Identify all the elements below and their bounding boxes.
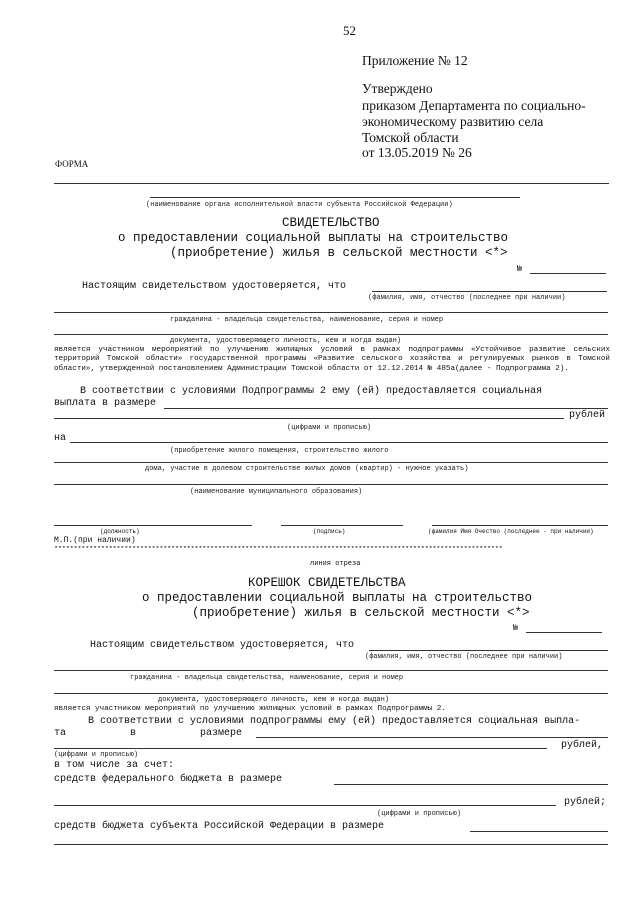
purpose-caption-1: (приобретение жилого помещения, строительство жилого	[170, 447, 389, 455]
stub-regional-field-2[interactable]	[54, 844, 608, 845]
amount-caption: (цифрами и прописью)	[287, 424, 372, 432]
stub-title: КОРЕШОК СВИДЕТЕЛЬСТВА	[248, 576, 406, 590]
stub-subtitle-2: (приобретение) жилья в сельской местности <*>	[192, 606, 530, 620]
certifies-label: Настоящим свидетельством удостоверяется, что	[82, 281, 347, 292]
stub-fio-field[interactable]	[369, 650, 608, 651]
stub-rubles-label-2: рублей;	[564, 797, 607, 808]
stub-citizen-field[interactable]	[54, 670, 608, 671]
purpose-field[interactable]	[70, 442, 608, 443]
signer-name-caption: (фамилия Имя Очество (последнее - при наличии)	[428, 528, 594, 535]
cut-line-label: линия отреза	[310, 560, 361, 568]
authority-caption: (наименование органа исполнительной власти субъекта Российской Федерации)	[146, 201, 453, 209]
stub-citizen-caption: гражданина - владельца свидетельства, наименование, серия и номер	[130, 674, 404, 682]
stub-amount-field[interactable]	[256, 737, 608, 738]
stub-according-ta: та	[54, 728, 67, 739]
fio-field[interactable]	[372, 291, 607, 292]
stub-federal-field[interactable]	[334, 784, 608, 785]
authority-line	[54, 183, 609, 184]
municipality-field[interactable]	[54, 484, 608, 485]
stub-amount-caption-2: (цифрами и прописью)	[377, 810, 462, 818]
purpose-field-2[interactable]	[54, 462, 608, 463]
stub-including-label: в том числе за счет:	[54, 760, 175, 771]
stub-federal-field-2[interactable]	[54, 805, 556, 806]
stamp-label: М.П.(при наличии)	[54, 536, 136, 545]
stub-participant-text: является участником мероприятий по улучшению жилищных условий в рамках Подпрограммы 2.	[54, 705, 446, 713]
document-field[interactable]	[54, 334, 608, 335]
order-date: от 13.05.2019 № 26	[362, 145, 472, 160]
stub-according-size: размере	[200, 728, 243, 739]
authority-line-2	[150, 197, 520, 198]
order-line-2: экономическому развитию села	[362, 114, 544, 129]
participant-text: является участником мероприятий по улучшению жилищных условий в рамках подпрограммы «Устойчивое развитие сельских территорий Томской области» государственной программы «Развитие сельского хозяйства и регулируемых рынков в Томской области», утвержденной постановлением Администрации Томской области от 12.12.2014 № 485а(далее - Подпрограмма 2).	[54, 346, 610, 373]
municipality-caption: (наименование муниципального образования)	[190, 488, 363, 496]
position-field[interactable]	[54, 525, 252, 526]
citizen-field[interactable]	[54, 312, 608, 313]
stub-document-caption: документа, удостоверяющего личность, кем и когда выдан)	[158, 696, 390, 704]
signature-field[interactable]	[281, 525, 403, 526]
order-line-3: Томской области	[362, 130, 459, 145]
stub-certifies-label: Настоящим свидетельством удостоверяется, что	[90, 640, 355, 651]
certificate-subtitle-1: о предоставлении социальной выплаты на строительство	[118, 231, 509, 245]
stub-number-sign: №	[513, 623, 519, 633]
stub-subtitle-1: о предоставлении социальной выплаты на строительство	[142, 591, 533, 605]
payment-amount-field-2[interactable]	[54, 418, 564, 419]
payment-amount-label: выплата в размере	[54, 398, 157, 409]
stub-fio-caption: (фамилия, имя, отчество (последнее при наличии)	[365, 653, 563, 661]
cut-stars: *******************************************************************************************************************	[54, 546, 503, 554]
approved-label: Утверждено	[362, 81, 433, 96]
form-label: ФОРМА	[55, 159, 89, 169]
stub-number-field[interactable]	[526, 632, 602, 633]
document-caption: документа, удостоверяющего личность, кем и когда выдан)	[170, 337, 402, 345]
purpose-caption-2: дома, участие в долевом строительстве жилых домов (квартир) - нужное указать)	[145, 465, 469, 473]
page-number: 52	[343, 23, 356, 38]
position-caption: (должность)	[100, 528, 140, 535]
stub-regional-label: средств бюджета субъекта Российской Федерации в размере	[54, 821, 385, 832]
signature-caption: (подпись)	[313, 528, 346, 535]
order-line-1: приказом Департамента по социально-	[362, 98, 586, 113]
fio-caption: (фамилия, имя, отчество (последнее при наличии)	[368, 294, 566, 302]
stub-rubles-label: рублей,	[561, 740, 604, 751]
according-text: В соответствии с условиями Подпрограммы 2 ему (ей) предоставляется социальная	[80, 386, 543, 397]
signer-name-field[interactable]	[432, 525, 608, 526]
number-field[interactable]	[530, 273, 606, 274]
appendix-title: Приложение № 12	[362, 53, 468, 68]
stub-according-text: В соответствии с условиями подпрограммы ему (ей) предоставляется социальная выпла-	[88, 716, 581, 727]
stub-regional-field[interactable]	[470, 831, 608, 832]
stub-according-v: в	[130, 728, 137, 739]
purpose-label: на	[54, 433, 67, 444]
number-sign: №	[517, 264, 523, 274]
stub-document-field[interactable]	[54, 693, 608, 694]
rubles-label: рублей	[569, 410, 606, 421]
payment-amount-field[interactable]	[164, 408, 608, 409]
stub-federal-label: средств федерального бюджета в размере	[54, 774, 283, 785]
stub-amount-field-2[interactable]	[54, 748, 547, 749]
citizen-caption: гражданина - владельца свидетельства, наименование, серия и номер	[170, 316, 444, 324]
stub-amount-caption: (цифрами и прописью)	[54, 751, 139, 759]
certificate-title: СВИДЕТЕЛЬСТВО	[282, 216, 380, 230]
certificate-subtitle-2: (приобретение) жилья в сельской местности <*>	[170, 246, 508, 260]
